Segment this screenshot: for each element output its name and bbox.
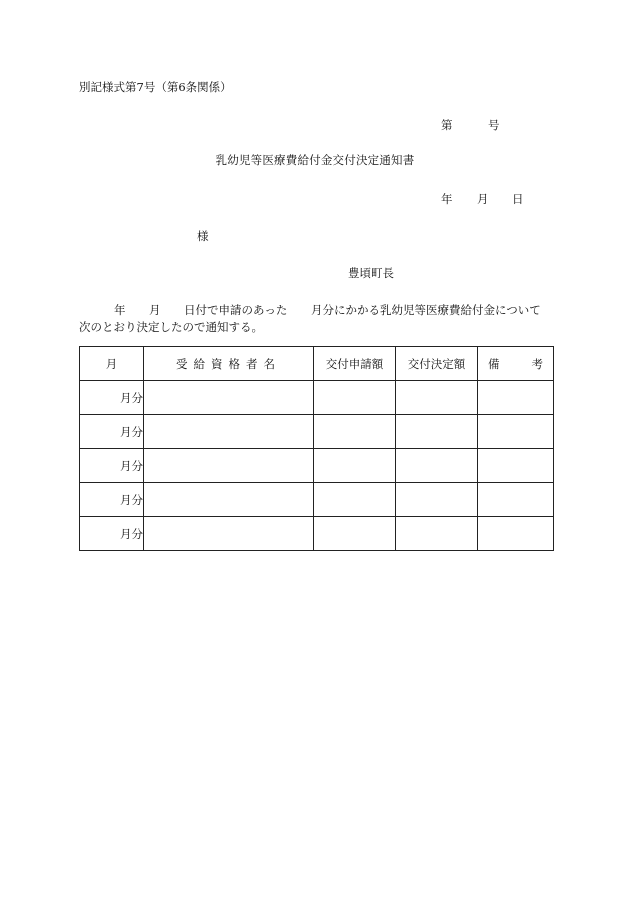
body-line-2: 次のとおり決定したので通知する。: [79, 320, 263, 334]
document-title: 乳幼児等医療費給付金交付決定通知書: [215, 153, 415, 167]
row-decided-amount: [396, 381, 478, 415]
header-remarks-2: 考: [531, 356, 543, 371]
row-month: 月分: [80, 517, 144, 551]
row-applied-amount: [314, 517, 396, 551]
row-applied-amount: [314, 381, 396, 415]
issuer-name: 豊頃町長: [348, 266, 394, 280]
table-row: [80, 449, 554, 483]
header-applied-amount: 交付申請額: [314, 347, 396, 381]
table-row: [80, 415, 554, 449]
decision-table: [79, 346, 554, 551]
row-remarks: [478, 381, 554, 415]
date-day-label: 日: [512, 192, 524, 206]
header-remarks-1: 備: [488, 356, 500, 371]
row-applied-amount: [314, 483, 396, 517]
addressee-honorific: 様: [197, 229, 209, 243]
row-decided-amount: [396, 415, 478, 449]
doc-number-prefix: 第: [441, 118, 453, 132]
body-month-phrase: 月分にかかる乳幼児等医療費給付金について: [311, 303, 541, 317]
row-recipient: [144, 381, 314, 415]
row-decided-amount: [396, 449, 478, 483]
date-month-label: 月: [477, 192, 489, 206]
date-year-label: 年: [441, 192, 453, 206]
row-remarks: [478, 415, 554, 449]
table-row: [80, 483, 554, 517]
row-remarks: [478, 449, 554, 483]
table-row: [80, 517, 554, 551]
table-row: [80, 381, 554, 415]
row-remarks: [478, 517, 554, 551]
row-recipient: [144, 415, 314, 449]
row-decided-amount: [396, 517, 478, 551]
header-month: 月: [80, 347, 144, 381]
header-remarks: [478, 347, 554, 381]
row-remarks: [478, 483, 554, 517]
row-applied-amount: [314, 449, 396, 483]
row-month: 月分: [80, 483, 144, 517]
header-recipient: 受給資格者名: [144, 347, 314, 381]
body-month: 月: [149, 303, 161, 317]
row-month: 月分: [80, 381, 144, 415]
row-recipient: [144, 517, 314, 551]
body-day-phrase: 日付で申請のあった: [184, 303, 288, 317]
row-month: 月分: [80, 449, 144, 483]
row-applied-amount: [314, 415, 396, 449]
row-month: 月分: [80, 415, 144, 449]
doc-number-suffix: 号: [488, 118, 500, 132]
form-reference: 別記様式第7号（第6条関係）: [79, 80, 232, 94]
row-decided-amount: [396, 483, 478, 517]
header-decided-amount: 交付決定額: [396, 347, 478, 381]
table-header-row: [80, 347, 554, 381]
row-recipient: [144, 449, 314, 483]
row-recipient: [144, 483, 314, 517]
body-year: 年: [114, 303, 126, 317]
